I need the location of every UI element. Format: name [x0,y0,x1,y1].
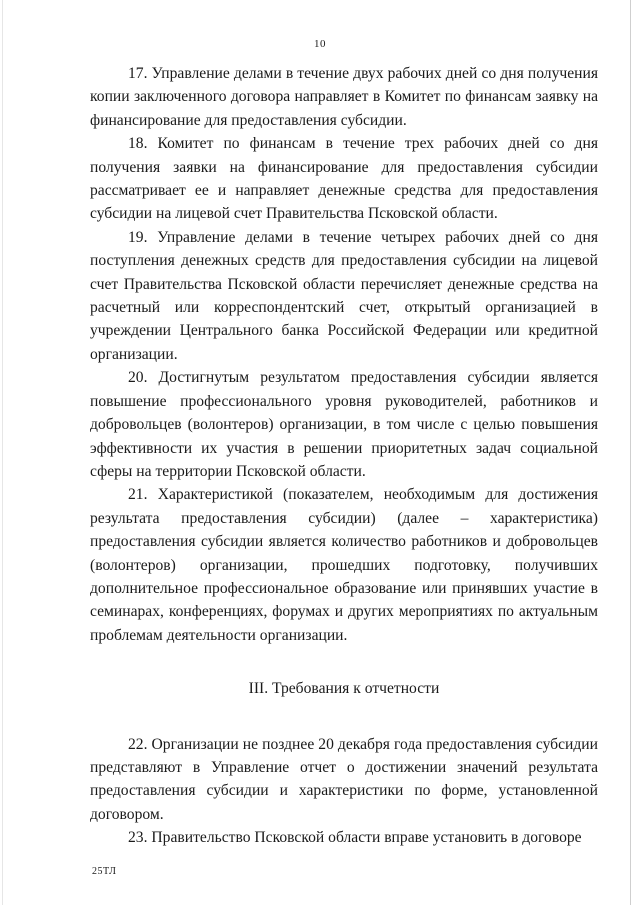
paragraph-17: 17. Управление делами в течение двух рабочих дней со дня получения копии заключенного договора направляет в Комитет по финансам заявку на финансирование для предоставления субсидии. [90,65,598,129]
paragraph-18: 18. Комитет по финансам в течение трех рабочих дней со дня получения заявки на финансирование для предоставления субсидии рассматривает ее и направляет денежные средства для предоставления субсидии на лицевой счет Правительства Псковской области. [90,135,598,223]
scan-edge-left [2,0,3,905]
paragraph-20: 20. Достигнутым результатом предоставления субсидии является повышение профессионального уровня руководителей, работников и добровольцев (волонтеров) организации, в том числе с целью повышения эффективности их участия в решении приоритетных задач социальной сферы на территории Псковской области. [90,369,598,480]
paragraph-22: 22. Организации не позднее 20 декабря года предоставления субсидии представляют в Управление отчет о достижении значений результата предоставления субсидии и характеристики по форме, установленной договором. [90,735,598,823]
page-number: 10 [314,38,326,50]
section-title: III. Требования к отчетности [248,680,440,698]
footer-code: 25ТЛ [92,866,117,877]
paragraph-23: 23. Правительство Псковской области вправе установить в договоре [128,829,582,847]
paragraph-19: 19. Управление делами в течение четырех рабочих дней со дня поступления денежных средств для предоставления субсидии на лицевой счет Правительства Псковской области перечисляет денежные средства на расчетный или корреспондентский счет, открытый организацией в учреждении Центрального банка Российской Федерации или кредитной организации. [90,228,598,363]
document-body [90,62,598,850]
scan-edge-right [630,0,631,905]
paragraph-21: 21. Характеристикой (показателем, необходимым для достижения результата предоставления субсидии) (далее – характеристика) предоставления субсидии является количество работников и добровольцев (волонтеров) организации, прошедших подготовку, получивших дополнительное профессиональное образование или принявших участие в семинарах, конференциях, форумах и других мероприятиях по актуальным проблемам деятельности организации. [90,486,598,644]
